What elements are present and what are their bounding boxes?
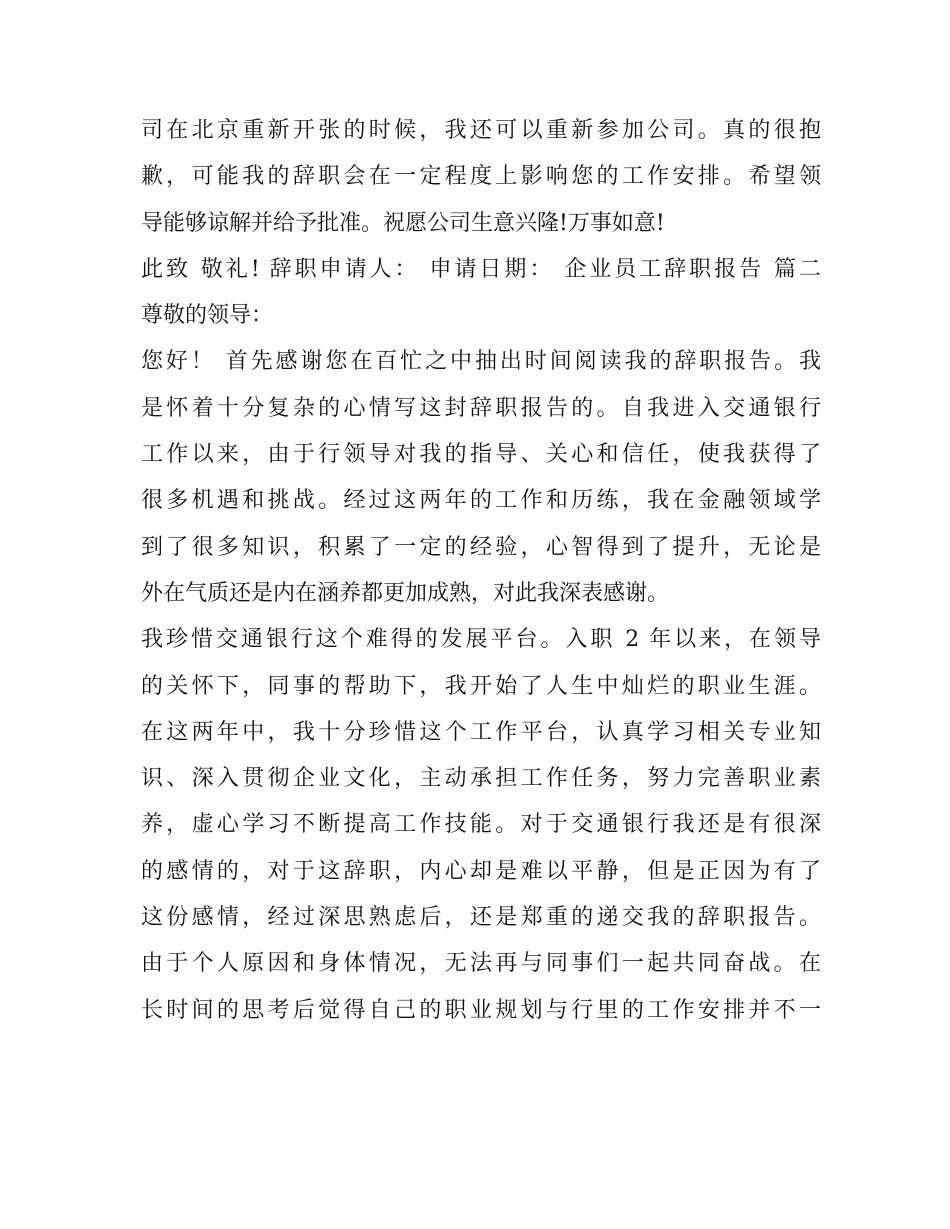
text-line: 养，虚心学习不断提高工作技能。对于交通银行我还是有很深 [141, 812, 821, 838]
salutation: 尊敬的领导： [141, 303, 274, 329]
text-line: 司在北京重新开张的时候，我还可以重新参加公司。真的很抱 [141, 118, 821, 143]
text-line: 歉，可能我的辞职会在一定程度上影响您的工作安排。希望领 [141, 164, 821, 190]
text-line: 您好！ 首先感谢您在百忙之中抽出时间阅读我的辞职报告。我 [141, 349, 821, 375]
text-line: 工作以来，由于行领导对我的指导、关心和信任，使我获得了 [141, 442, 821, 468]
text-line: 是怀着十分复杂的心情写这封辞职报告的。自我进入交通银行 [141, 395, 821, 421]
text-line: 到了很多知识，积累了一定的经验，心智得到了提升，无论是 [141, 534, 821, 560]
body-text [141, 108, 821, 1034]
text-line: 外在气质还是内在涵养都更加成熟，对此我深表感谢。 [141, 580, 670, 606]
text-line: 我珍惜交通银行这个难得的发展平台。入职 2 年以来，在领导 [141, 627, 821, 653]
text-line: 识、深入贯彻企业文化，主动承担工作任务，努力完善职业素 [141, 766, 821, 792]
text-line: 由于个人原因和身体情况，无法再与同事们一起共同奋战。在 [141, 951, 821, 977]
text-line: 长时间的思考后觉得自己的职业规划与行里的工作安排并不一 [141, 997, 821, 1023]
text-line: 很多机遇和挑战。经过这两年的工作和历练，我在金融领域学 [141, 488, 821, 514]
text-line: 此致 敬礼! 辞职申请人： 申请日期： 企业员工辞职报告 篇二 [141, 256, 821, 282]
text-line: 的感情的，对于这辞职，内心却是难以平静，但是正因为有了 [141, 858, 821, 884]
text-line: 在这两年中，我十分珍惜这个工作平台，认真学习相关专业知 [141, 719, 821, 745]
text-line: 的关怀下，同事的帮助下，我开始了人生中灿烂的职业生涯。 [141, 673, 821, 699]
text-line: 这份感情，经过深思熟虑后，还是郑重的递交我的辞职报告。 [141, 905, 821, 931]
text-line: 导能够谅解并给予批准。祝愿公司生意兴隆!万事如意! [141, 210, 665, 236]
